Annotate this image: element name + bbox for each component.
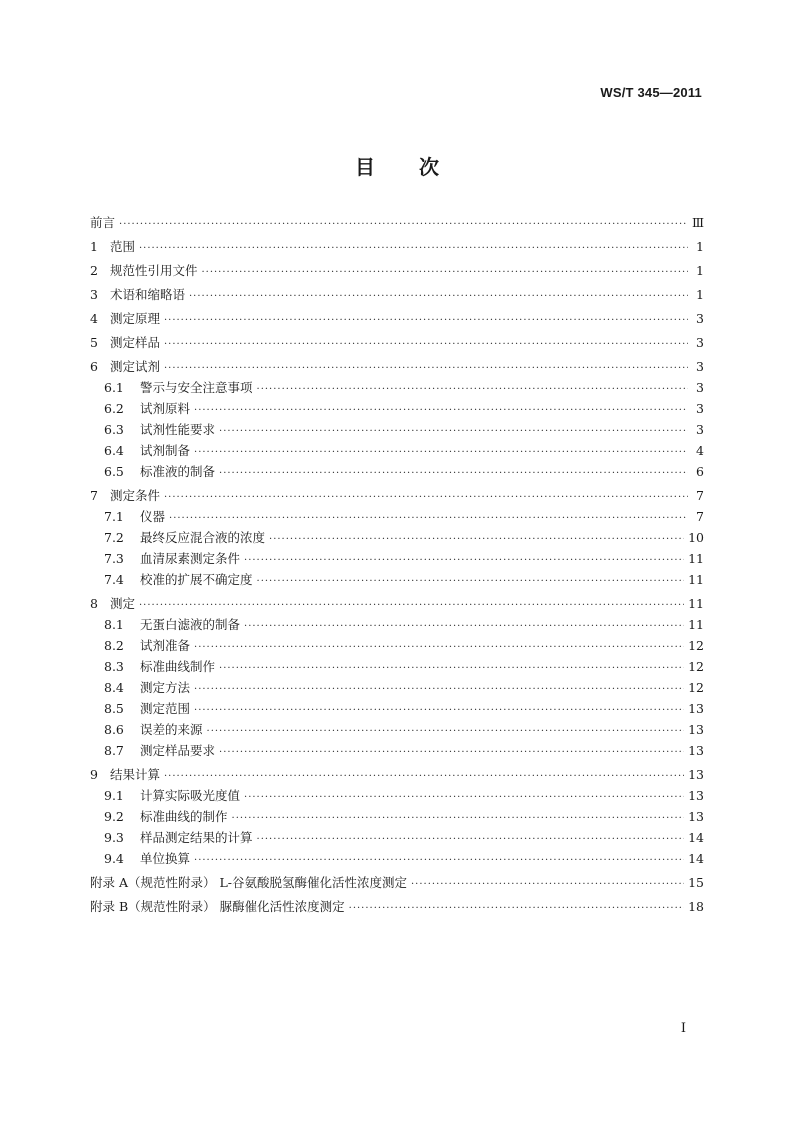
toc-entry[interactable] bbox=[90, 311, 704, 327]
toc-entry-number: 6.4 bbox=[104, 443, 124, 458]
dot-leader bbox=[194, 853, 684, 869]
toc-entry[interactable] bbox=[90, 596, 704, 612]
toc-entry-number: 8.3 bbox=[104, 659, 124, 674]
dot-leader bbox=[219, 661, 684, 677]
toc-entry-number: 8 bbox=[90, 596, 98, 611]
toc-entry-number: 2 bbox=[90, 263, 98, 278]
toc-entry-page: 6 bbox=[696, 464, 704, 479]
toc-entry[interactable] bbox=[90, 530, 704, 546]
table-of-contents bbox=[90, 215, 704, 915]
toc-entry-label: 最终反应混合液的浓度 bbox=[140, 530, 266, 545]
dot-leader bbox=[194, 403, 688, 419]
toc-entry[interactable] bbox=[90, 359, 704, 375]
dot-leader bbox=[219, 745, 684, 761]
dot-leader bbox=[257, 832, 685, 848]
toc-entry-page: 13 bbox=[688, 701, 704, 716]
toc-entry-page: 14 bbox=[688, 851, 704, 866]
toc-entry[interactable] bbox=[90, 443, 704, 459]
toc-entry-number: 5 bbox=[90, 335, 98, 350]
toc-entry-number: 6.5 bbox=[104, 464, 124, 479]
toc-entry-number: 7 bbox=[90, 488, 98, 503]
toc-entry-number: 8.2 bbox=[104, 638, 124, 653]
toc-entry-number: 8.7 bbox=[104, 743, 124, 758]
toc-entry[interactable] bbox=[90, 335, 704, 351]
toc-entry-number: 6.3 bbox=[104, 422, 124, 437]
page-title: 目次 bbox=[355, 155, 483, 179]
toc-entry-number: 7.3 bbox=[104, 551, 124, 566]
toc-entry-number: 1 bbox=[90, 239, 98, 254]
toc-entry-label: 校准的扩展不确定度 bbox=[140, 572, 253, 587]
toc-entry-number: 9.3 bbox=[104, 830, 124, 845]
dot-leader bbox=[244, 790, 684, 806]
toc-entry-number: 7.4 bbox=[104, 572, 124, 587]
dot-leader bbox=[194, 682, 684, 698]
toc-entry-page: 11 bbox=[688, 617, 704, 632]
toc-entry-label: 样品测定结果的计算 bbox=[140, 830, 253, 845]
toc-entry-label: 标准曲线的制作 bbox=[140, 809, 228, 824]
toc-entry-label: 附录 A（规范性附录） L-谷氨酸脱氢酶催化活性浓度测定 bbox=[90, 875, 407, 890]
dot-leader bbox=[411, 877, 684, 893]
toc-entry-page: 18 bbox=[688, 899, 704, 914]
dot-leader bbox=[232, 811, 685, 827]
toc-entry-label: 标准曲线制作 bbox=[140, 659, 216, 674]
toc-entry-number: 6 bbox=[90, 359, 98, 374]
standard-code: WS/T 345—2011 bbox=[600, 85, 702, 100]
dot-leader bbox=[139, 598, 684, 614]
toc-entry-page: 13 bbox=[688, 788, 704, 803]
toc-entry-page: 14 bbox=[688, 830, 704, 845]
toc-entry-label: 测定条件 bbox=[109, 488, 160, 503]
toc-entry-page: 12 bbox=[688, 680, 704, 695]
toc-entry-page: 13 bbox=[688, 722, 704, 737]
toc-entry[interactable] bbox=[90, 572, 704, 588]
toc-entry-label: 前言 bbox=[90, 215, 116, 230]
toc-entry-page: 13 bbox=[688, 743, 704, 758]
toc-entry-number: 8.5 bbox=[104, 701, 124, 716]
dot-leader bbox=[189, 289, 688, 305]
toc-entry-page: 7 bbox=[696, 488, 704, 503]
toc-entry-label: 附录 B（规范性附录） 脲酶催化活性浓度测定 bbox=[90, 899, 345, 914]
toc-entry[interactable] bbox=[90, 263, 704, 279]
toc-entry-page: 1 bbox=[696, 287, 704, 302]
toc-entry-number: 6.2 bbox=[104, 401, 124, 416]
toc-entry[interactable] bbox=[90, 380, 704, 396]
toc-entry[interactable] bbox=[90, 899, 704, 915]
dot-leader bbox=[269, 532, 684, 548]
toc-entry[interactable] bbox=[90, 239, 704, 255]
dot-leader bbox=[244, 619, 684, 635]
dot-leader bbox=[194, 703, 684, 719]
dot-leader bbox=[244, 553, 684, 569]
toc-entry[interactable] bbox=[90, 617, 704, 633]
page-number: I bbox=[680, 1021, 686, 1036]
toc-entry-label: 术语和缩略语 bbox=[109, 287, 185, 302]
toc-entry[interactable] bbox=[90, 830, 704, 846]
toc-entry-page: 11 bbox=[688, 596, 704, 611]
toc-entry[interactable] bbox=[90, 488, 704, 504]
dot-leader bbox=[169, 511, 688, 527]
toc-entry-label: 测定原理 bbox=[109, 311, 160, 326]
toc-entry-page: 7 bbox=[696, 509, 704, 524]
toc-entry-page: 3 bbox=[696, 311, 704, 326]
toc-entry-number: 9 bbox=[90, 767, 98, 782]
toc-entry-label: 警示与安全注意事项 bbox=[140, 380, 253, 395]
toc-entry-page: 13 bbox=[688, 767, 704, 782]
toc-entry-number: 7.1 bbox=[104, 509, 124, 524]
toc-entry-number: 9.2 bbox=[104, 809, 124, 824]
toc-entry-label: 计算实际吸光度值 bbox=[140, 788, 241, 803]
toc-entry-number: 8.1 bbox=[104, 617, 124, 632]
dot-leader bbox=[194, 640, 684, 656]
toc-entry-page: 10 bbox=[688, 530, 704, 545]
dot-leader bbox=[139, 241, 688, 257]
toc-entry[interactable] bbox=[90, 680, 704, 696]
toc-entry-label: 仪器 bbox=[140, 509, 166, 524]
toc-entry-label: 试剂制备 bbox=[140, 443, 191, 458]
toc-entry[interactable] bbox=[90, 743, 704, 759]
toc-entry-label: 标准液的制备 bbox=[140, 464, 216, 479]
toc-entry-label: 误差的来源 bbox=[140, 722, 203, 737]
toc-entry-number: 8.4 bbox=[104, 680, 124, 695]
dot-leader bbox=[164, 337, 688, 353]
toc-entry-number: 9.1 bbox=[104, 788, 124, 803]
toc-entry-page: 12 bbox=[688, 659, 704, 674]
dot-leader bbox=[164, 490, 688, 506]
toc-entry[interactable] bbox=[90, 809, 704, 825]
dot-leader bbox=[219, 424, 688, 440]
toc-entry[interactable] bbox=[90, 788, 704, 804]
toc-entry-label: 测定 bbox=[109, 596, 135, 611]
toc-entry[interactable] bbox=[90, 287, 704, 303]
toc-entry-label: 范围 bbox=[109, 239, 135, 254]
toc-entry-page: 11 bbox=[688, 572, 704, 587]
toc-entry-label: 测定试剂 bbox=[109, 359, 160, 374]
dot-leader bbox=[164, 769, 684, 785]
toc-entry[interactable] bbox=[90, 215, 704, 231]
toc-entry[interactable] bbox=[90, 509, 704, 525]
toc-entry-page: 3 bbox=[696, 380, 704, 395]
toc-entry-number: 7.2 bbox=[104, 530, 124, 545]
toc-entry[interactable] bbox=[90, 767, 704, 783]
toc-entry-page: 1 bbox=[696, 263, 704, 278]
toc-entry-page: 3 bbox=[696, 359, 704, 374]
toc-entry-page: 3 bbox=[696, 401, 704, 416]
dot-leader bbox=[194, 445, 688, 461]
toc-entry-label: 试剂原料 bbox=[140, 401, 191, 416]
toc-entry-label: 测定范围 bbox=[140, 701, 191, 716]
toc-entry[interactable] bbox=[90, 551, 704, 567]
toc-entry[interactable] bbox=[90, 464, 704, 480]
toc-entry-page: 3 bbox=[696, 335, 704, 350]
dot-leader bbox=[164, 361, 688, 377]
toc-entry-label: 单位换算 bbox=[140, 851, 191, 866]
toc-entry-label: 血清尿素测定条件 bbox=[140, 551, 241, 566]
dot-leader bbox=[164, 313, 688, 329]
toc-entry-label: 测定样品要求 bbox=[140, 743, 216, 758]
toc-entry-page: 15 bbox=[688, 875, 704, 890]
toc-entry-number: 9.4 bbox=[104, 851, 124, 866]
toc-entry-page: 4 bbox=[696, 443, 704, 458]
toc-entry[interactable] bbox=[90, 722, 704, 738]
toc-entry[interactable] bbox=[90, 659, 704, 675]
toc-entry-number: 6.1 bbox=[104, 380, 124, 395]
toc-entry[interactable] bbox=[90, 851, 704, 867]
dot-leader bbox=[257, 382, 688, 398]
dot-leader bbox=[119, 217, 688, 233]
toc-entry[interactable] bbox=[90, 875, 704, 891]
toc-entry-page: 11 bbox=[688, 551, 704, 566]
dot-leader bbox=[201, 265, 688, 281]
toc-entry[interactable] bbox=[90, 638, 704, 654]
toc-entry-label: 无蛋白滤液的制备 bbox=[140, 617, 241, 632]
dot-leader bbox=[257, 574, 685, 590]
toc-entry[interactable] bbox=[90, 422, 704, 438]
toc-entry-label: 结果计算 bbox=[109, 767, 160, 782]
dot-leader bbox=[219, 466, 688, 482]
toc-entry-label: 规范性引用文件 bbox=[109, 263, 198, 278]
toc-entry-page: Ⅲ bbox=[691, 215, 704, 230]
toc-entry-label: 测定样品 bbox=[109, 335, 160, 350]
dot-leader bbox=[349, 901, 684, 917]
toc-entry-page: 3 bbox=[696, 422, 704, 437]
toc-entry-label: 测定方法 bbox=[140, 680, 191, 695]
toc-entry-page: 1 bbox=[696, 239, 704, 254]
toc-entry-number: 8.6 bbox=[104, 722, 124, 737]
toc-entry-label: 试剂准备 bbox=[140, 638, 191, 653]
toc-entry-number: 3 bbox=[90, 287, 98, 302]
toc-entry[interactable] bbox=[90, 401, 704, 417]
dot-leader bbox=[207, 724, 685, 740]
toc-entry-label: 试剂性能要求 bbox=[140, 422, 216, 437]
toc-entry-page: 12 bbox=[688, 638, 704, 653]
toc-entry-number: 4 bbox=[90, 311, 98, 326]
toc-entry[interactable] bbox=[90, 701, 704, 717]
toc-entry-page: 13 bbox=[688, 809, 704, 824]
